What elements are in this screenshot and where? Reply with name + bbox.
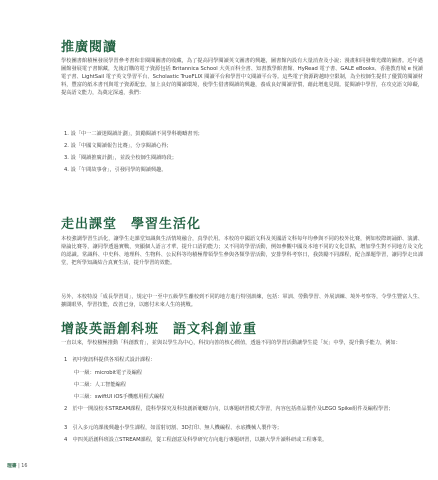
outdoor-para-2: 另外，本校特設「成長學習周」，規定中一至中五級學生離校到不同的地方進行特別訓練，包括：軍訓、勞動學習、外展訓練、境外考察等，令學生豐富人生、擴闊眼界，學習技能，改善已身，以應付未來人生的挑戰。: [61, 294, 423, 308]
stem-item-3: 3 引入多元的課後興趣小學生課程，如雷射切割、3D打印、無人機編程、水底機械人製作等；: [64, 425, 283, 431]
page-footer: [7, 462, 27, 469]
reading-item-1: 1. 設「中一二讀迷閱讀計劃」，鼓勵閱讀不同學科範疇書刊；: [64, 131, 203, 137]
reading-item-3: 3. 設「閱讀推廣計劃」，並設全校師生閱讀時段；: [64, 155, 177, 161]
section-title-outdoor: 走出課堂 學習生活化: [61, 217, 202, 232]
section-title-reading: 推廣閱讀: [61, 40, 118, 55]
reading-intro: 學校團書館積極發展學習參考書和非閱閱圖書的收藏，為了提高同學閱讀英文圖書的興趣，圖書館內設有大量消查及小說；漫畫和同發聲光碟的圖書。近年邁圖館發展電子書館藏，先後訂購的電子資源包括 Britannica School 大英百科全書、知書教學館書館、HyRead 電子書、GALE eBooks、香港教育城 e 悅讀電子書、LightSail 電子英文學習平台、Scholastic TrueFLIX 閱讀平台和學習中文閱讀平台等。這些電子資源跨越時空限制，為全校師生提供了優質的閱讀材料，豐富的紙本書刊與電子資源配套，加上良好的閱讀環境，使學生借書閱讀的興趣，養成良好閱讀習慣，藉此增進見聞。從閱讀中學習，在攻克語文障礙，提高語文能力，為奠定深遠，我們：: [61, 58, 423, 96]
stem-intro: 一直以來，學校積極推動「科創教育」，並與以學生為中心，科技向善的核心價值，透過不同的學習活動讓學生從「玩」中學，提升動手能力，例如：: [61, 340, 401, 346]
stem-sub-2: 中二級：人工智能編程: [74, 382, 126, 388]
stem-item-4: 4 中四英語創科班設立STREAM課程，從工程創意及科學研究方向進行專題研習，以擴大學升讀科研或工程專業。: [64, 437, 328, 443]
reading-item-2: 2. 設「中國文閱讀報告比賽」，分享閱讀心得；: [64, 143, 172, 149]
page-number: 16: [21, 464, 28, 469]
stem-sub-3: 中三級：swiftUI iOS手機應用程式編程: [74, 394, 165, 400]
reading-item-4: 4. 設「午間故事會」，引發同學的閱讀興趣。: [64, 167, 167, 173]
footer-separator: |: [18, 464, 22, 469]
stem-item-2: 2 於中一開設校本STREAM課程，從科學探究及科技創新範疇方向，以專題研習模式學習，內容包括產品製作及LEGO Spike組件及編程學習；: [64, 406, 394, 412]
stem-list: [64, 356, 419, 456]
stem-item-1: 1 初中資訊科提供各項程式設計課程：: [64, 357, 156, 363]
footer-label: 理書: [7, 464, 17, 469]
outdoor-para-1: 本校強調學習生活化，讓學生走課堂知識與生活情境融合，真學於用。本校的中國語文科及英國語文科每年均參與不同的校外比賽，例如校際朗誦節、演講、辯論比賽等，讓同學透過實戰，突顯個人語言才華，提升口語的能力；又不同的學習活動，例如參觀中國及本地不同的文化景點，增加學生對不同地方及文化的認識。常識科、中史科、地理科、生物科、公民科等均積極帶領學生參與各類學習活動，安排學科考察日，我鼓勵不同課程，配合課題學習，讓同學走出課堂，把所學知識結合真實生活，提升學習的效能。: [61, 236, 423, 266]
section-title-stem: 增設英語創科班 語文科創並重: [61, 322, 258, 337]
stem-sub-1: 中一級：microbit電子及編程: [74, 370, 142, 376]
